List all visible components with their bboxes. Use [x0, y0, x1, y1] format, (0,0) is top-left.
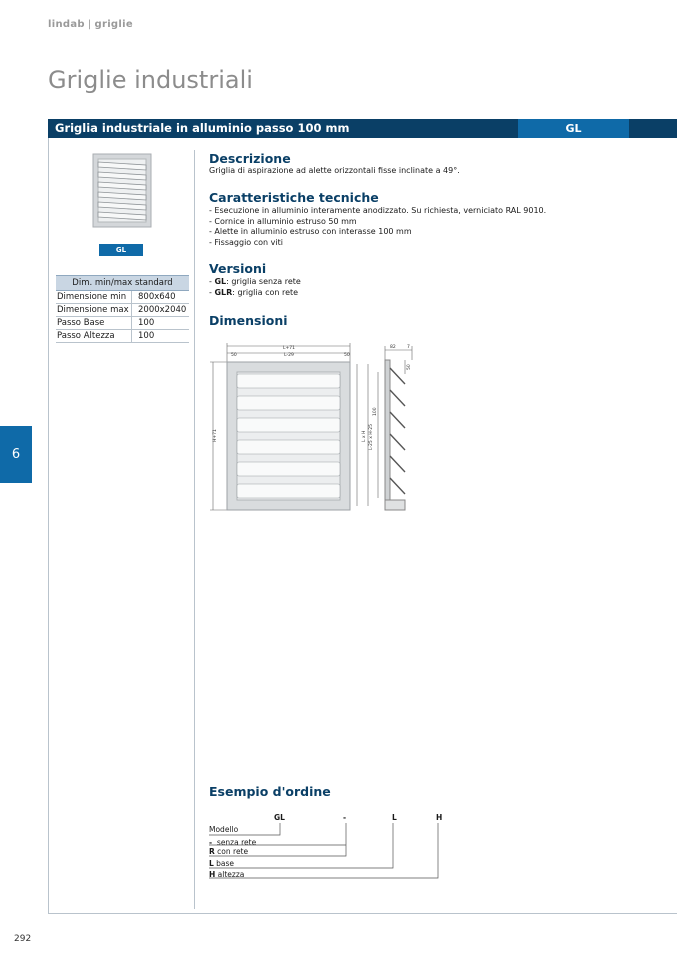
dim-label: 50	[407, 364, 412, 370]
order-code-model: GL	[274, 813, 285, 822]
product-code: GL	[518, 119, 629, 138]
list-item: - Cornice in alluminio estruso 50 mm	[209, 216, 357, 226]
table-row	[56, 304, 189, 317]
order-row-base: L base	[209, 859, 235, 868]
table-row	[56, 291, 189, 304]
dim-label: 100	[373, 407, 378, 416]
dim-label: 50	[231, 353, 237, 358]
dimensions-drawing	[205, 338, 425, 518]
order-heading: Esempio d'ordine	[209, 784, 331, 799]
version-text: : griglia senza rete	[226, 277, 301, 286]
table-cell-value: 100	[132, 317, 190, 330]
table-cell-value: 800x640	[132, 291, 190, 304]
version-code: GL	[214, 277, 227, 286]
list-item: - Alette in alluminio estruso con interasse 100 mm	[209, 227, 412, 236]
list-item: - GL: griglia senza rete	[209, 277, 301, 286]
list-item: - Fissaggio con viti	[209, 237, 283, 247]
version-code: GLR	[214, 287, 233, 297]
dim-label: H+71	[213, 429, 218, 442]
order-row-no-mesh: - senza rete	[209, 838, 257, 847]
description-heading: Descrizione	[209, 151, 291, 166]
product-title: Griglia industriale in alluminio passo 100 mm	[55, 121, 350, 135]
order-row-model: Modello	[209, 825, 239, 834]
specs-heading: Caratteristiche tecniche	[209, 190, 379, 205]
list-item: - Esecuzione in alluminio interamente anodizzato. Su richiesta, verniciato RAL 9010.	[209, 206, 547, 215]
brand-name: lindab	[48, 19, 85, 30]
product-code-badge: GL	[99, 244, 143, 256]
frame-left-line	[48, 138, 49, 914]
page-title: Griglie industriali	[48, 66, 253, 94]
dim-label: L x H	[362, 430, 367, 442]
brand-header: lindab | griglie	[48, 19, 133, 30]
product-bar	[48, 119, 677, 138]
version-text: : griglia con rete	[232, 287, 299, 297]
dim-label: 82	[390, 345, 396, 350]
order-code-height: H	[436, 813, 443, 822]
table-cell-label: Dimensione min	[56, 291, 132, 304]
order-code-base: L	[392, 813, 397, 822]
dim-label: L-29	[284, 353, 294, 358]
dimensions-table	[56, 275, 189, 343]
dimensions-heading: Dimensioni	[209, 313, 288, 328]
dim-label: 50	[344, 353, 350, 358]
dim-label: L+71	[282, 346, 296, 351]
table-cell-label: Passo Base	[56, 317, 132, 330]
column-divider	[194, 150, 195, 909]
description-text: Griglia di aspirazione ad alette orizzontali fisse inclinate a 49°.	[209, 166, 460, 175]
table-row	[56, 330, 189, 343]
versions-list	[209, 277, 301, 298]
page-number: 292	[14, 934, 32, 944]
chapter-tab: 6	[0, 426, 32, 483]
table-cell-label: Passo Altezza	[56, 330, 132, 343]
table-cell-label: Dimensione max	[56, 304, 132, 317]
order-code-separator: -	[343, 813, 347, 822]
table-cell-value: 2000x2040	[132, 304, 190, 317]
dim-label: L-25 x H-25	[369, 423, 374, 450]
specs-list	[209, 206, 546, 248]
order-row-height: H altezza	[209, 870, 245, 879]
list-item: - GLR: griglia con rete	[209, 287, 299, 297]
order-connector-lines	[205, 820, 450, 882]
dimensions-table-header: Dim. min/max standard	[56, 276, 189, 291]
product-photo	[92, 153, 152, 228]
table-cell-value: 100	[132, 330, 190, 343]
dim-label: 7	[407, 345, 410, 350]
frame-bottom-line	[48, 913, 677, 914]
section-name: griglie	[94, 19, 133, 30]
table-row	[56, 317, 189, 330]
order-row-mesh: R con rete	[209, 847, 249, 856]
versions-heading: Versioni	[209, 261, 267, 276]
